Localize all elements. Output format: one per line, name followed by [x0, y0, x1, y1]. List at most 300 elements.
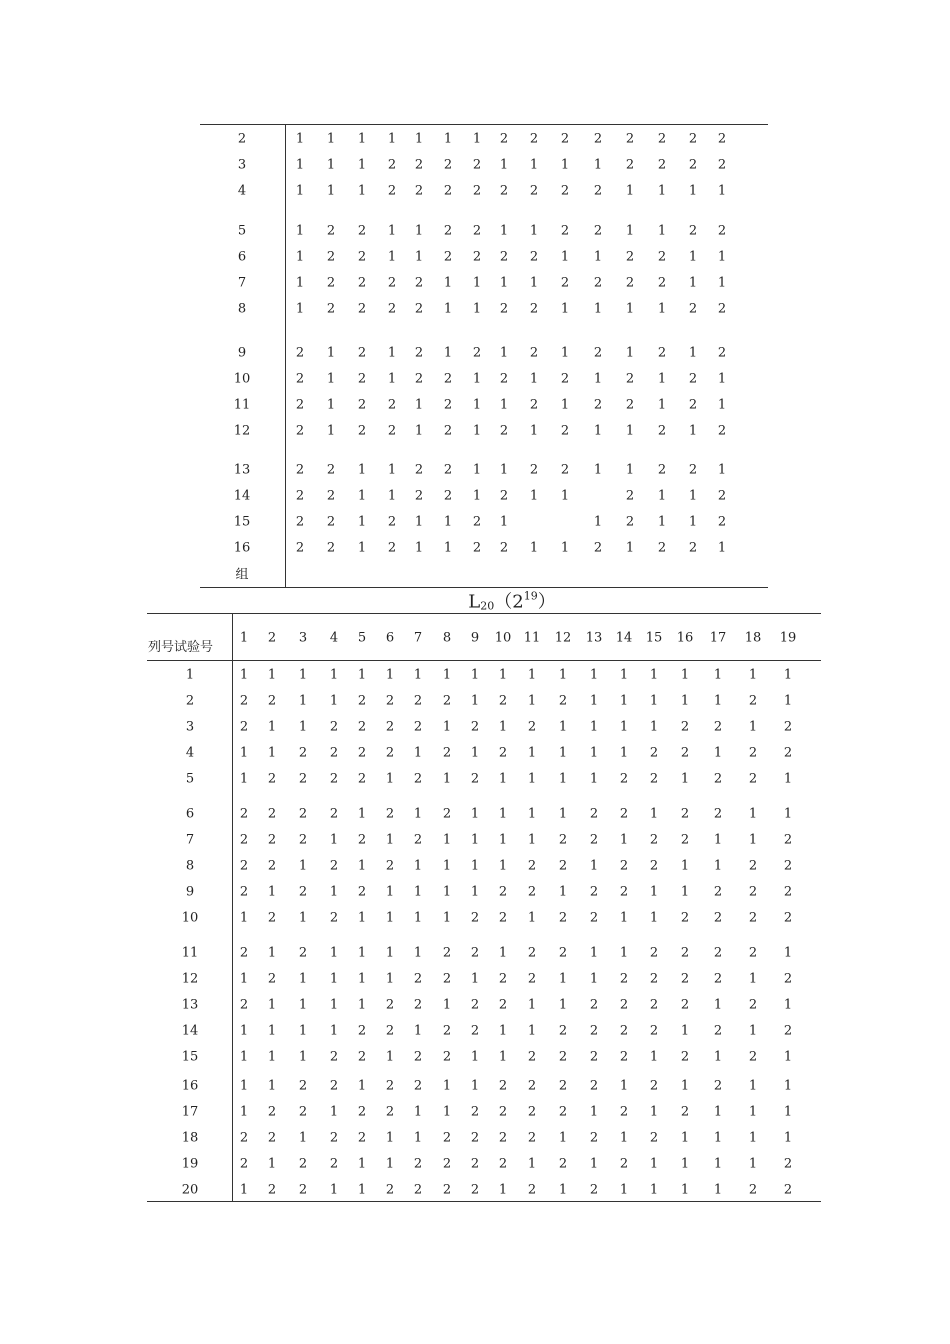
table1-cell: 1 — [560, 301, 570, 317]
table2-column-header: 10 — [494, 630, 512, 646]
table2-cell: 2 — [385, 745, 395, 761]
table2-cell: 1 — [385, 1156, 395, 1172]
table2-cell: 2 — [649, 858, 659, 874]
table1-cell: 2 — [688, 223, 698, 239]
table2-cell: 2 — [442, 945, 452, 961]
table2-cell: 1 — [498, 1182, 508, 1198]
table1-cell: 1 — [657, 371, 667, 387]
table2-cell: 2 — [498, 1104, 508, 1120]
table2-cell: 1 — [470, 1049, 480, 1065]
table1-cell: 1 — [717, 540, 727, 556]
table2-cell: 1 — [413, 667, 423, 683]
table2-cell: 2 — [713, 884, 723, 900]
table2-cell: 2 — [298, 745, 308, 761]
table2-cell: 1 — [713, 1156, 723, 1172]
table2-cell: 2 — [298, 1078, 308, 1094]
table1-cell: 1 — [472, 423, 482, 439]
table2-cell: 2 — [649, 1130, 659, 1146]
table1-cell: 1 — [657, 397, 667, 413]
table2-cell: 2 — [783, 910, 793, 926]
table2-cell: 2 — [680, 832, 690, 848]
table2-cell: 1 — [619, 1130, 629, 1146]
table2-cell: 2 — [748, 1049, 758, 1065]
table2-cell: 1 — [442, 997, 452, 1013]
table2-cell: 1 — [442, 910, 452, 926]
table1-cell: 1 — [593, 157, 603, 173]
table2-cell: 1 — [713, 1049, 723, 1065]
table1-cell: 1 — [472, 371, 482, 387]
table2-cell: 2 — [619, 1023, 629, 1039]
table2-cell: 2 — [783, 971, 793, 987]
table2-cell: 2 — [298, 884, 308, 900]
table1-cell: 2 — [295, 514, 305, 530]
table1-cell: 1 — [357, 514, 367, 530]
table2-cell: 1 — [527, 910, 537, 926]
table2-cell: 1 — [298, 1023, 308, 1039]
table2-cell: 2 — [558, 693, 568, 709]
table1-cell: 1 — [387, 462, 397, 478]
table2-cell: 2 — [619, 1049, 629, 1065]
table2-cell: 2 — [385, 997, 395, 1013]
table2-cell: 2 — [589, 997, 599, 1013]
table2-cell: 1 — [298, 971, 308, 987]
table2-cell: 2 — [713, 910, 723, 926]
table2-cell: 1 — [267, 1023, 277, 1039]
table2-cell: 1 — [498, 832, 508, 848]
table1-cell: 2 — [326, 488, 336, 504]
table2-cell: 1 — [329, 945, 339, 961]
table2-cell: 1 — [783, 1104, 793, 1120]
table2-cell: 1 — [748, 832, 758, 848]
table2-cell: 1 — [680, 1130, 690, 1146]
table2-corner-label: 列号试验号 — [148, 640, 214, 655]
table2-cell: 1 — [442, 1104, 452, 1120]
table2-cell: 1 — [385, 667, 395, 683]
table2-cell: 1 — [748, 1130, 758, 1146]
table2-cell: 2 — [649, 971, 659, 987]
table2-cell: 2 — [357, 719, 367, 735]
table2-row-label: 13 — [181, 997, 199, 1013]
table2-cell: 1 — [748, 1023, 758, 1039]
table1-cell: 2 — [387, 540, 397, 556]
table2-cell: 1 — [589, 719, 599, 735]
table2-cell: 1 — [558, 667, 568, 683]
table2-cell: 2 — [357, 693, 367, 709]
table2-cell: 2 — [442, 971, 452, 987]
table1-cell: 1 — [625, 345, 635, 361]
table2-cell: 1 — [239, 667, 249, 683]
table2-row-label: 17 — [181, 1104, 199, 1120]
table2-cell: 2 — [357, 832, 367, 848]
table1-cell: 2 — [560, 183, 570, 199]
table1-cell: 1 — [387, 131, 397, 147]
table2-cell: 1 — [298, 667, 308, 683]
table2-cell: 2 — [558, 910, 568, 926]
table2-cell: 1 — [589, 1104, 599, 1120]
table2-cell: 1 — [748, 1156, 758, 1172]
table1-cell: 1 — [499, 514, 509, 530]
table2-cell: 2 — [713, 1023, 723, 1039]
table1-cell: 1 — [443, 131, 453, 147]
table2-cell: 1 — [442, 719, 452, 735]
table1-cell: 1 — [688, 183, 698, 199]
table1-cell: 2 — [593, 131, 603, 147]
table2-cell: 2 — [649, 771, 659, 787]
table1-cell: 2 — [499, 540, 509, 556]
table1-cell: 2 — [357, 223, 367, 239]
table2-cell: 1 — [589, 1156, 599, 1172]
table1-cell: 1 — [295, 157, 305, 173]
table2-cell: 2 — [498, 884, 508, 900]
table2-cell: 1 — [558, 719, 568, 735]
table2-cell: 2 — [442, 745, 452, 761]
table2-cell: 2 — [680, 910, 690, 926]
table1-cell: 1 — [529, 157, 539, 173]
table1-cell: 1 — [414, 514, 424, 530]
table2-cell: 1 — [298, 1049, 308, 1065]
table1-cell: 2 — [593, 540, 603, 556]
table2-cell: 2 — [527, 945, 537, 961]
table2-cell: 1 — [267, 1049, 277, 1065]
table2-cell: 1 — [783, 806, 793, 822]
table2-cell: 1 — [527, 806, 537, 822]
table1-cell: 1 — [593, 514, 603, 530]
table2-cell: 2 — [442, 693, 452, 709]
table1-cell: 2 — [357, 345, 367, 361]
table1-cell: 2 — [414, 345, 424, 361]
table2-cell: 1 — [357, 1156, 367, 1172]
table2-cell: 2 — [357, 1049, 367, 1065]
table1-cell: 2 — [295, 371, 305, 387]
table2-cell: 1 — [442, 832, 452, 848]
table1-cell: 1 — [688, 345, 698, 361]
table1-cell: 1 — [657, 223, 667, 239]
table1-cell: 2 — [443, 488, 453, 504]
table2-cell: 2 — [470, 1104, 480, 1120]
table1-cell: 1 — [387, 488, 397, 504]
table2-cell: 1 — [498, 1023, 508, 1039]
table2-cell: 1 — [619, 945, 629, 961]
table2-cell: 2 — [783, 745, 793, 761]
table2-cell: 1 — [558, 1130, 568, 1146]
table2-cell: 2 — [619, 971, 629, 987]
table2-cell: 2 — [713, 1078, 723, 1094]
table2-cell: 2 — [413, 719, 423, 735]
table2-cell: 2 — [298, 771, 308, 787]
table2-row-label: 7 — [185, 832, 195, 848]
table2-column-header: 12 — [554, 630, 572, 646]
table2-cell: 1 — [498, 1049, 508, 1065]
table2-cell: 1 — [470, 884, 480, 900]
table1-cell: 2 — [688, 397, 698, 413]
table2-cell: 2 — [680, 997, 690, 1013]
table2-cell: 2 — [619, 806, 629, 822]
table2-cell: 2 — [649, 1078, 659, 1094]
table2-cell: 2 — [329, 771, 339, 787]
table2-column-header: 13 — [585, 630, 603, 646]
table1-cell: 1 — [414, 249, 424, 265]
table2-cell: 2 — [619, 1104, 629, 1120]
table1-cell: 2 — [717, 488, 727, 504]
table1-cell: 2 — [717, 301, 727, 317]
table1-cell: 2 — [593, 397, 603, 413]
table1-cell: 1 — [499, 275, 509, 291]
table2-title — [468, 591, 555, 612]
table1-cell: 2 — [529, 345, 539, 361]
table2-cell: 2 — [680, 945, 690, 961]
table2-cell: 2 — [413, 832, 423, 848]
table2-cell: 2 — [239, 719, 249, 735]
table2-cell: 2 — [680, 719, 690, 735]
table2-cell: 1 — [470, 1078, 480, 1094]
table2-row-label: 1 — [185, 667, 195, 683]
table2-cell: 2 — [413, 1156, 423, 1172]
table1-cell: 2 — [688, 131, 698, 147]
table2-header-rule — [147, 660, 821, 661]
table2-cell: 2 — [413, 693, 423, 709]
table1-cell: 2 — [443, 249, 453, 265]
table1-cell: 1 — [560, 540, 570, 556]
table1-cell: 1 — [499, 397, 509, 413]
table2-cell: 1 — [385, 884, 395, 900]
table2-cell: 1 — [558, 1182, 568, 1198]
table1-cell: 2 — [387, 397, 397, 413]
table2-cell: 2 — [589, 1182, 599, 1198]
table2-cell: 2 — [498, 745, 508, 761]
table2-cell: 2 — [748, 997, 758, 1013]
table2-cell: 1 — [649, 1182, 659, 1198]
table1-cell: 2 — [414, 462, 424, 478]
table1-row-label: 9 — [237, 345, 247, 361]
table2-cell: 2 — [267, 832, 277, 848]
table1-cell: 1 — [387, 223, 397, 239]
table1-cell: 2 — [529, 301, 539, 317]
table2-cell: 1 — [357, 997, 367, 1013]
table2-cell: 1 — [357, 945, 367, 961]
table1-cell: 2 — [387, 157, 397, 173]
table2-cell: 2 — [558, 1078, 568, 1094]
table2-cell: 1 — [713, 832, 723, 848]
table2-cell: 1 — [783, 945, 793, 961]
table2-cell: 2 — [498, 997, 508, 1013]
table2-cell: 1 — [267, 1078, 277, 1094]
table2-cell: 2 — [713, 806, 723, 822]
table2-cell: 1 — [470, 832, 480, 848]
table1-cell: 2 — [529, 249, 539, 265]
table1-cell: 1 — [326, 183, 336, 199]
table1-cell: 2 — [560, 462, 570, 478]
table2-cell: 2 — [527, 1049, 537, 1065]
table2-cell: 2 — [267, 971, 277, 987]
table1-row-label: 8 — [237, 301, 247, 317]
table2-cell: 1 — [413, 1130, 423, 1146]
table2-cell: 1 — [357, 1182, 367, 1198]
table1-cell: 2 — [326, 223, 336, 239]
table1-cell: 1 — [443, 514, 453, 530]
table1-cell: 2 — [443, 157, 453, 173]
table2-cell: 1 — [329, 971, 339, 987]
table2-cell: 1 — [385, 1049, 395, 1065]
table2-row-label: 5 — [185, 771, 195, 787]
table2-cell: 2 — [558, 945, 568, 961]
table2-cell: 1 — [527, 1156, 537, 1172]
table1-cell: 2 — [560, 423, 570, 439]
table2-cell: 2 — [558, 1049, 568, 1065]
table2-cell: 2 — [713, 971, 723, 987]
table2-cell: 2 — [470, 1156, 480, 1172]
table1-cell: 1 — [625, 540, 635, 556]
table1-cell: 2 — [499, 423, 509, 439]
table1-row-label: 6 — [237, 249, 247, 265]
table2-cell: 2 — [442, 1182, 452, 1198]
table1-cell: 2 — [387, 275, 397, 291]
table1-cell: 1 — [472, 275, 482, 291]
table1-row-label: 14 — [233, 488, 251, 504]
table1-cell: 1 — [625, 462, 635, 478]
table1-cell: 2 — [657, 345, 667, 361]
table2-cell: 2 — [329, 745, 339, 761]
table2-cell: 2 — [385, 1078, 395, 1094]
table1-cell: 2 — [443, 223, 453, 239]
table1-cell: 1 — [443, 345, 453, 361]
table2-cell: 2 — [329, 806, 339, 822]
table1-cell: 1 — [357, 131, 367, 147]
table2-cell: 2 — [498, 1130, 508, 1146]
table1-cell: 2 — [326, 540, 336, 556]
table2-cell: 2 — [267, 693, 277, 709]
table2-cell: 2 — [267, 1104, 277, 1120]
table2-cell: 1 — [239, 971, 249, 987]
table2-cell: 1 — [589, 745, 599, 761]
table2-cell: 2 — [527, 1104, 537, 1120]
table2-cell: 1 — [470, 693, 480, 709]
table2-cell: 2 — [783, 719, 793, 735]
table2-cell: 1 — [498, 667, 508, 683]
table2-cell: 1 — [267, 945, 277, 961]
table2-cell: 2 — [619, 884, 629, 900]
table2-cell: 1 — [385, 771, 395, 787]
table1-cell: 1 — [387, 345, 397, 361]
table1-cell: 1 — [688, 514, 698, 530]
table1-cell: 1 — [326, 371, 336, 387]
table1-cell: 1 — [443, 301, 453, 317]
table2-cell: 1 — [357, 910, 367, 926]
table1-cell: 2 — [357, 301, 367, 317]
table2-cell: 2 — [589, 1078, 599, 1094]
table1-cell: 1 — [717, 183, 727, 199]
table1-cell: 2 — [414, 301, 424, 317]
table2-cell: 1 — [239, 1023, 249, 1039]
table2-cell: 2 — [783, 858, 793, 874]
table2-cell: 1 — [649, 806, 659, 822]
table2-cell: 1 — [470, 667, 480, 683]
table2-cell: 1 — [239, 771, 249, 787]
table2-cell: 2 — [329, 1078, 339, 1094]
table2-column-header: 15 — [645, 630, 663, 646]
table2-cell: 2 — [527, 971, 537, 987]
table2-cell: 1 — [239, 910, 249, 926]
table2-cell: 2 — [748, 910, 758, 926]
table2-cell: 1 — [783, 1130, 793, 1146]
table1-cell: 2 — [326, 462, 336, 478]
table2-cell: 1 — [558, 745, 568, 761]
table2-cell: 2 — [619, 771, 629, 787]
table1-cell: 1 — [657, 301, 667, 317]
table2-cell: 2 — [329, 910, 339, 926]
table2-cell: 2 — [385, 1023, 395, 1039]
table2-cell: 2 — [470, 945, 480, 961]
table2-cell: 1 — [298, 858, 308, 874]
table1-cell: 2 — [387, 301, 397, 317]
table2-cell: 2 — [498, 971, 508, 987]
table2-cell: 1 — [239, 1182, 249, 1198]
table1-cell: 1 — [688, 249, 698, 265]
table1-cell: 2 — [657, 157, 667, 173]
table1-cell: 1 — [593, 371, 603, 387]
table2-cell: 1 — [239, 1049, 249, 1065]
table2-title-main: L — [468, 591, 481, 613]
table1-cell: 2 — [593, 275, 603, 291]
table1-cell: 1 — [326, 423, 336, 439]
table2-cell: 1 — [298, 719, 308, 735]
table2-cell: 2 — [357, 884, 367, 900]
table2-cell: 1 — [783, 997, 793, 1013]
table1-cell: 2 — [326, 275, 336, 291]
table2-cell: 2 — [470, 997, 480, 1013]
table2-cell: 1 — [589, 667, 599, 683]
table1-cell: 2 — [529, 183, 539, 199]
table2-cell: 1 — [329, 1182, 339, 1198]
table2-cell: 1 — [558, 884, 568, 900]
table2-cell: 2 — [442, 1049, 452, 1065]
table1-cell: 2 — [443, 462, 453, 478]
table2-cell: 1 — [649, 667, 659, 683]
table2-cell: 1 — [558, 771, 568, 787]
table2-cell: 1 — [680, 1182, 690, 1198]
table2-cell: 2 — [385, 858, 395, 874]
table2-cell: 1 — [267, 997, 277, 1013]
table1-row-label: 3 — [237, 157, 247, 173]
table1-cell: 2 — [443, 423, 453, 439]
table2-cell: 1 — [413, 945, 423, 961]
table2-row-label: 8 — [185, 858, 195, 874]
table2-row-label: 20 — [181, 1182, 199, 1198]
table2-cell: 1 — [619, 719, 629, 735]
table2-cell: 2 — [298, 832, 308, 848]
table2-cell: 1 — [589, 858, 599, 874]
table1-cell: 2 — [414, 183, 424, 199]
table1-cell: 1 — [326, 131, 336, 147]
table2-title-paren-open: （2 — [494, 591, 524, 613]
table2-cell: 2 — [748, 771, 758, 787]
table1-cell: 2 — [560, 371, 570, 387]
table2-cell: 2 — [680, 971, 690, 987]
table1-cell: 2 — [499, 183, 509, 199]
table2-cell: 1 — [267, 719, 277, 735]
table2-row-label: 9 — [185, 884, 195, 900]
table1-cell: 2 — [443, 183, 453, 199]
table2-cell: 1 — [649, 1104, 659, 1120]
table2-row-label: 16 — [181, 1078, 199, 1094]
table2-cell: 1 — [713, 745, 723, 761]
table2-cell: 2 — [442, 806, 452, 822]
table2-cell: 1 — [413, 1104, 423, 1120]
table2-cell: 1 — [589, 971, 599, 987]
table2-cell: 1 — [329, 1104, 339, 1120]
table2-cell: 1 — [385, 945, 395, 961]
table2-cell: 1 — [498, 771, 508, 787]
table2-cell: 1 — [713, 1130, 723, 1146]
